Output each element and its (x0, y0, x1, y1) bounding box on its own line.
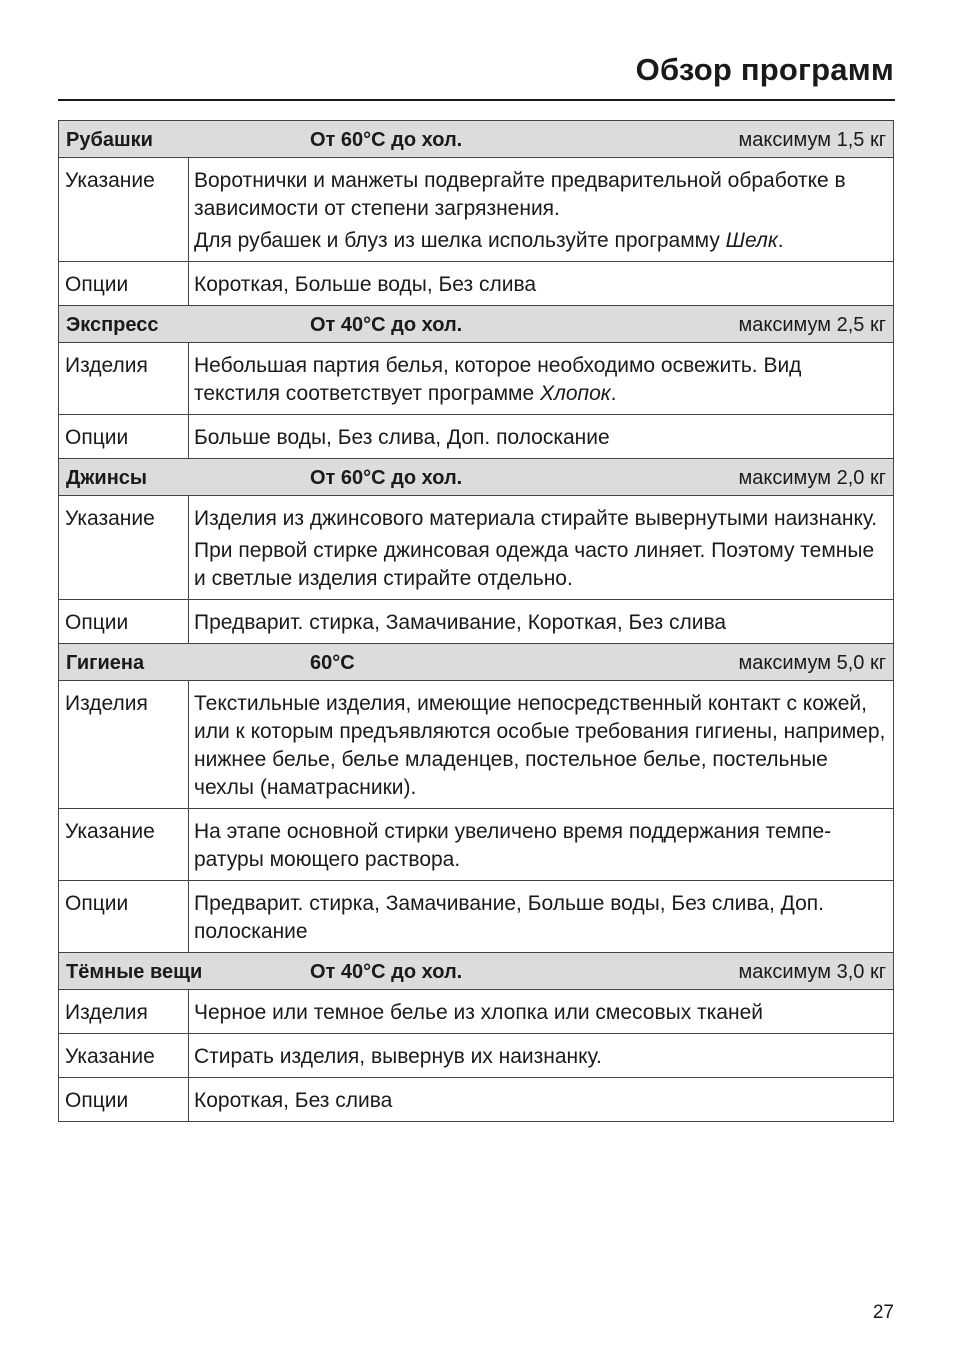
row-label: Опции (59, 262, 189, 306)
program-table (58, 120, 894, 1122)
program-max-load: максимум 2,5 кг (738, 314, 886, 336)
row-label: Указание (59, 1034, 189, 1078)
row-value: Предварит. стирка, Замачивание, Больше воды, Без слива, Доп. полоскание (189, 881, 894, 953)
program-temperature: От 60°C до хол. (310, 129, 463, 151)
row-label: Указание (59, 809, 189, 881)
row-label: Изделия (59, 990, 189, 1034)
note-paragraph: При первой стирке джинсовая одежда часто линяет. Поэтому темные и светлые изделия стирайте отдельно. (194, 539, 875, 590)
note-paragraph: Изделия из джинсового материала стирайте вывернутыми наизнанку. (194, 507, 878, 530)
table-row (59, 600, 894, 644)
note-paragraph (194, 227, 886, 255)
table-row (59, 1034, 894, 1078)
row-label: Опции (59, 881, 189, 953)
table-row (59, 415, 894, 459)
row-value: Короткая, Без слива (189, 1078, 894, 1122)
value-text-end: . (610, 382, 617, 405)
row-label: Изделия (59, 681, 189, 809)
row-value: Текстильные изделия, имеющие непосредственный контакт с кожей, или к которым предъявляются особые требования гигиены, например, нижнее белье, белье младенцев, постельное белье, постельные чехлы (наматрасники). (189, 681, 894, 809)
row-value: На этапе основной стирки увеличено время поддержания температуры моющего раствора. (189, 809, 894, 881)
row-label: Изделия (59, 343, 189, 415)
table-row (59, 681, 894, 809)
row-value: Короткая, Больше воды, Без слива (189, 262, 894, 306)
program-name: Джинсы (66, 467, 148, 489)
program-reference: Хлопок (539, 382, 611, 405)
row-label: Опции (59, 415, 189, 459)
program-temperature: 60°C (310, 652, 355, 674)
table-row (59, 496, 894, 600)
row-label: Опции (59, 1078, 189, 1122)
note-paragraph: Воротнички и манжеты подвергайте предварительной обработке в зависимости от степени загрязнения. (194, 169, 846, 220)
table-row (59, 158, 894, 262)
row-value (189, 343, 894, 415)
table-row (59, 262, 894, 306)
row-label: Указание (59, 496, 189, 600)
table-row (59, 343, 894, 415)
program-max-load: максимум 1,5 кг (738, 129, 886, 151)
table-row (59, 1078, 894, 1122)
program-temperature: От 40°C до хол. (310, 314, 463, 336)
program-temperature: От 40°C до хол. (310, 961, 463, 983)
program-header-hygiene (59, 644, 894, 681)
note-text: Для рубашек и блуз из шелка используйте программу (194, 229, 726, 252)
row-label: Опции (59, 600, 189, 644)
row-value: Предварит. стирка, Замачивание, Короткая, Без слива (189, 600, 894, 644)
program-header-express (59, 306, 894, 343)
program-name: Гигиена (66, 652, 145, 674)
program-name: Рубашки (66, 129, 153, 151)
row-value (189, 158, 894, 262)
program-max-load: максимум 5,0 кг (738, 652, 886, 674)
program-name: Тёмные вещи (66, 961, 203, 983)
table-row (59, 990, 894, 1034)
value-text: Небольшая партия белья, которое необходимо освежить. Вид текстиля соответствует программе (194, 354, 802, 405)
program-name: Экспресс (66, 314, 159, 336)
table-row (59, 881, 894, 953)
row-value (189, 496, 894, 600)
row-value: Черное или темное белье из хлопка или смесовых тканей (189, 990, 894, 1034)
program-header-jeans (59, 459, 894, 496)
table-row (59, 809, 894, 881)
program-header-shirts (59, 121, 894, 158)
program-max-load: максимум 2,0 кг (738, 467, 886, 489)
program-temperature: От 60°C до хол. (310, 467, 463, 489)
row-value: Стирать изделия, вывернув их наизнанку. (189, 1034, 894, 1078)
row-value: Больше воды, Без слива, Доп. полоскание (189, 415, 894, 459)
page-title: Обзор программ (635, 52, 894, 87)
title-divider (58, 99, 895, 101)
note-text-end: . (777, 229, 784, 252)
program-header-dark-items (59, 953, 894, 990)
page-number: 27 (872, 1302, 894, 1323)
row-label: Указание (59, 158, 189, 262)
program-max-load: максимум 3,0 кг (738, 961, 886, 983)
program-reference: Шелк (725, 229, 778, 252)
